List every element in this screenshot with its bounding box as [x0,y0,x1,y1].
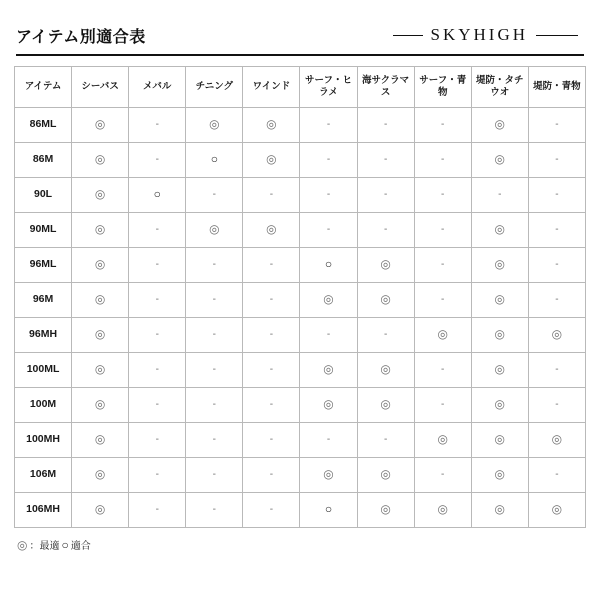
compat-none-icon: - [155,154,159,166]
compatibility-table [14,66,586,528]
compat-none-icon: - [555,224,559,236]
compat-none-icon: - [555,189,559,201]
compat-cell [528,423,585,458]
compat-none-icon: - [383,224,388,236]
compat-none-icon: - [441,469,445,481]
compat-cell [186,283,243,318]
compat-cell [186,353,243,388]
legend-best-label: ：最適 [29,541,60,552]
compat-cell [243,353,300,388]
compat-best-icon: ◎ [323,397,334,412]
column-header: メバル [129,67,186,108]
compat-none-icon: - [555,294,559,306]
row-item-name: 86M [15,143,72,178]
compat-cell [471,213,528,248]
compat-none-icon: - [212,259,216,271]
compat-cell [72,248,129,283]
compat-cell [357,143,414,178]
compat-none-icon: - [326,224,331,236]
legend-ok-label: 適合 [70,541,91,552]
compat-cell [414,318,471,353]
compat-cell [243,248,300,283]
row-item-name: 90ML [15,213,72,248]
row-item-name: 106MH [15,493,72,528]
compat-ok-icon: ○ [324,502,333,517]
compat-cell [528,143,585,178]
compat-none-icon: - [212,434,216,446]
compat-none-icon: - [555,259,559,271]
compat-best-icon: ◎ [380,257,391,272]
compat-none-icon: - [212,329,216,341]
compat-best-icon: ◎ [94,117,106,132]
compat-cell [186,108,243,143]
compat-cell [471,283,528,318]
compat-cell [300,388,357,423]
compat-none-icon: - [155,119,159,131]
column-header: サーフ・ヒラメ [300,67,357,108]
compat-cell [528,108,585,143]
row-item-name: 86ML [15,108,72,143]
compat-cell [243,493,300,528]
compat-none-icon: - [441,189,445,201]
legend-best-icon: ◎ [17,537,28,552]
compat-none-icon: - [155,259,159,271]
table-row [15,248,586,283]
compat-none-icon: - [326,434,331,446]
compat-ok-icon: ○ [324,257,333,272]
compat-cell [528,353,585,388]
table-row [15,283,586,318]
compat-best-icon: ◎ [94,467,106,482]
compat-best-icon: ◎ [437,327,448,342]
compat-cell [129,213,186,248]
compat-cell [528,318,585,353]
page-title: アイテム別適合表 [16,28,146,46]
compat-cell [129,248,186,283]
compat-cell [357,318,414,353]
compat-cell [72,458,129,493]
compat-cell [414,283,471,318]
compat-cell [528,458,585,493]
row-item-name: 96MH [15,318,72,353]
compat-cell [471,248,528,283]
compat-best-icon: ◎ [209,222,220,237]
compat-none-icon: - [212,294,216,306]
header-divider [16,54,584,56]
compat-best-icon: ◎ [323,292,334,307]
column-header: シーバス [72,67,129,108]
column-header: サーフ・青物 [414,67,471,108]
compat-best-icon: ◎ [94,222,106,237]
row-item-name: 106M [15,458,72,493]
compat-best-icon: ◎ [94,187,106,202]
compat-cell [129,283,186,318]
compat-best-icon: ◎ [494,502,506,517]
compat-none-icon: - [155,364,159,376]
compat-none-icon: - [441,154,445,166]
compat-none-icon: - [326,119,331,131]
compat-none-icon: - [155,224,159,236]
compat-none-icon: - [555,119,559,131]
compat-cell [357,213,414,248]
compat-cell [72,388,129,423]
compat-none-icon: - [212,469,216,481]
compat-none-icon: - [383,189,388,201]
table-row [15,213,586,248]
compat-cell [129,178,186,213]
legend-ok-icon: ○ [61,537,69,552]
compat-cell [414,248,471,283]
row-item-name: 100ML [15,353,72,388]
page-header [14,18,586,52]
compat-best-icon: ◎ [494,292,506,307]
compat-cell [186,388,243,423]
compat-best-icon: ◎ [266,117,277,132]
compat-cell [528,178,585,213]
row-item-name: 96ML [15,248,72,283]
compat-none-icon: - [555,399,559,411]
compat-cell [357,248,414,283]
table-row [15,493,586,528]
column-header: 海サクラマス [357,67,414,108]
compat-none-icon: - [326,329,331,341]
compat-cell [72,493,129,528]
compat-best-icon: ◎ [437,432,448,447]
compat-cell [72,318,129,353]
table-row [15,458,586,493]
compat-cell [357,353,414,388]
compat-cell [300,458,357,493]
compat-cell [414,213,471,248]
compat-cell [414,143,471,178]
compat-best-icon: ◎ [494,117,506,132]
compat-none-icon: - [269,189,274,201]
compat-none-icon: - [212,189,216,201]
table-body [15,108,586,528]
compat-best-icon: ◎ [94,502,106,517]
compat-cell [300,283,357,318]
compat-none-icon: - [269,399,274,411]
column-header: 堤防・青物 [528,67,585,108]
compat-cell [243,388,300,423]
compat-cell [357,423,414,458]
table-header-row [15,67,586,108]
compat-best-icon: ◎ [494,432,506,447]
compat-cell [129,143,186,178]
compat-cell [72,423,129,458]
compat-cell [300,178,357,213]
compat-none-icon: - [383,329,388,341]
compat-cell [300,493,357,528]
compat-cell [414,493,471,528]
compat-cell [129,388,186,423]
compat-best-icon: ◎ [380,397,391,412]
compat-none-icon: - [441,119,445,131]
brand-lockup [393,25,585,45]
compat-cell [72,143,129,178]
compat-best-icon: ◎ [94,432,106,447]
compat-best-icon: ◎ [94,397,106,412]
compat-cell [357,493,414,528]
compat-best-icon: ◎ [494,467,506,482]
compat-best-icon: ◎ [494,327,506,342]
compat-cell [243,318,300,353]
compat-cell [300,353,357,388]
compat-cell [471,178,528,213]
compat-best-icon: ◎ [380,362,391,377]
compat-none-icon: - [269,434,274,446]
compat-cell [72,353,129,388]
compat-best-icon: ◎ [380,292,391,307]
compat-best-icon: ◎ [437,502,448,517]
compat-cell [414,178,471,213]
compat-best-icon: ◎ [94,292,106,307]
compat-none-icon: - [383,434,388,446]
compat-none-icon: - [155,329,159,341]
compat-none-icon: - [269,469,274,481]
compat-none-icon: - [326,154,331,166]
legend [14,537,586,552]
compat-cell [414,388,471,423]
row-item-name: 100MH [15,423,72,458]
compat-cell [243,143,300,178]
compat-cell [300,143,357,178]
compat-cell [186,248,243,283]
compat-cell [129,493,186,528]
compat-best-icon: ◎ [551,432,563,447]
column-header: チニング [186,67,243,108]
compat-best-icon: ◎ [494,257,506,272]
compat-best-icon: ◎ [494,222,506,237]
compat-cell [357,178,414,213]
compat-cell [414,108,471,143]
compat-cell [471,458,528,493]
compat-cell [300,248,357,283]
compat-cell [186,493,243,528]
compat-none-icon: - [155,294,159,306]
compat-cell [300,423,357,458]
compat-none-icon: - [155,399,159,411]
compat-none-icon: - [269,364,274,376]
compat-cell [186,458,243,493]
compat-none-icon: - [212,364,216,376]
compat-cell [243,283,300,318]
compat-none-icon: - [555,364,559,376]
compat-cell [243,458,300,493]
compat-none-icon: - [212,399,216,411]
compat-cell [528,213,585,248]
compat-cell [357,108,414,143]
compat-none-icon: - [441,294,445,306]
compat-cell [129,353,186,388]
row-item-name: 96M [15,283,72,318]
compat-best-icon: ◎ [494,397,506,412]
table-row [15,353,586,388]
table-row [15,178,586,213]
table-header [15,67,586,108]
compat-cell [471,143,528,178]
compat-none-icon: - [269,504,274,516]
compat-cell [357,458,414,493]
compat-cell [528,283,585,318]
compat-cell [471,318,528,353]
row-item-name: 90L [15,178,72,213]
compat-cell [186,178,243,213]
compat-best-icon: ◎ [551,327,563,342]
compat-none-icon: - [441,399,445,411]
compat-cell [414,423,471,458]
brand-name: SKYHIGH [430,25,528,44]
compat-ok-icon: ○ [210,152,218,167]
compat-cell [72,213,129,248]
compat-cell [471,353,528,388]
table-row [15,423,586,458]
compat-cell [129,318,186,353]
compat-none-icon: - [498,189,502,201]
compat-cell [528,248,585,283]
compat-cell [186,318,243,353]
compat-best-icon: ◎ [380,502,391,517]
column-header: ワインド [243,67,300,108]
compat-best-icon: ◎ [94,362,106,377]
brand-rule-right [536,35,578,36]
compat-cell [414,458,471,493]
brand-rule-left [393,35,423,36]
compat-none-icon: - [383,154,388,166]
compat-cell [357,283,414,318]
compat-none-icon: - [441,259,445,271]
compat-none-icon: - [155,504,159,516]
compat-cell [471,108,528,143]
table-row [15,108,586,143]
compat-none-icon: - [269,259,274,271]
compat-cell [300,213,357,248]
compat-best-icon: ◎ [494,152,506,167]
compat-cell [528,493,585,528]
compat-none-icon: - [155,469,159,481]
compat-best-icon: ◎ [94,327,106,342]
compat-best-icon: ◎ [494,362,506,377]
compat-none-icon: - [383,119,388,131]
compat-none-icon: - [155,434,159,446]
compat-cell [471,423,528,458]
compat-none-icon: - [269,294,274,306]
table-row [15,318,586,353]
table-row [15,388,586,423]
column-header: 堤防・タチウオ [471,67,528,108]
compat-none-icon: - [212,504,216,516]
compat-best-icon: ◎ [380,467,391,482]
compat-cell [186,143,243,178]
compat-best-icon: ◎ [209,117,220,132]
compat-cell [243,213,300,248]
column-header-item: アイテム [15,67,72,108]
compat-cell [471,388,528,423]
compat-best-icon: ◎ [94,257,106,272]
compat-cell [72,108,129,143]
compat-cell [414,353,471,388]
compat-cell [129,423,186,458]
compat-cell [528,388,585,423]
compat-cell [72,283,129,318]
compat-cell [72,178,129,213]
compat-none-icon: - [326,189,331,201]
compat-best-icon: ◎ [323,362,334,377]
compat-cell [243,423,300,458]
compat-cell [471,493,528,528]
compat-none-icon: - [555,469,559,481]
compat-cell [186,423,243,458]
compat-cell [129,458,186,493]
table-row [15,143,586,178]
compat-cell [243,178,300,213]
compat-cell [357,388,414,423]
compat-best-icon: ◎ [551,502,563,517]
compat-best-icon: ◎ [94,152,106,167]
row-item-name: 100M [15,388,72,423]
compat-cell [243,108,300,143]
compat-best-icon: ◎ [323,467,334,482]
compat-none-icon: - [441,224,445,236]
compat-cell [300,108,357,143]
compat-best-icon: ◎ [266,152,277,167]
compat-cell [300,318,357,353]
compat-cell [186,213,243,248]
compat-none-icon: - [441,364,445,376]
compat-ok-icon: ○ [153,187,161,202]
compat-best-icon: ◎ [266,222,277,237]
compat-none-icon: - [555,154,559,166]
compat-none-icon: - [269,329,274,341]
compat-cell [129,108,186,143]
